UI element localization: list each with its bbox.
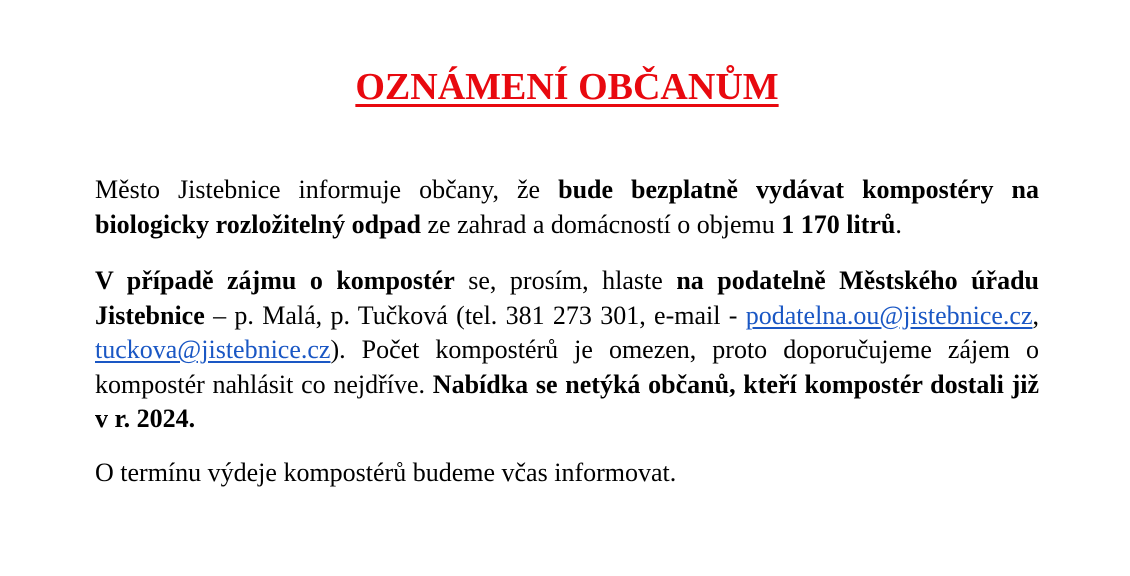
intro-bold-1: bude bezplatně vydávat kompostéry na biologicky rozložitelný odpad	[95, 175, 1039, 239]
email-link-podatelna[interactable]: podatelna.ou@jistebnice.cz	[745, 300, 1033, 330]
contact-text-2: – p. Malá, p. Tučková (tel. 381 273 301, e-mail -	[204, 300, 746, 330]
intro-text-2: ze zahrad a domácností o objemu	[421, 209, 782, 239]
contact-bold-2: na podatelně Městského úřadu Jistebnice	[95, 266, 1040, 330]
contact-bold-3: Nabídka se netýká občanů, kteří kompostér dostali již v r. 2024.	[95, 369, 1039, 433]
page-title: OZNÁMENÍ OBČANŮM	[355, 66, 779, 108]
contact-text-3: ,	[1032, 300, 1039, 330]
intro-text-3: .	[895, 209, 902, 239]
paragraph-contact	[95, 264, 1039, 437]
contact-text-1: se, prosím, hlaste	[454, 266, 677, 295]
intro-text-1: Město Jistebnice informuje občany, že	[95, 175, 559, 204]
paragraph-info: O termínu výdeje kompostérů budeme včas informovat.	[95, 458, 677, 487]
contact-text-4: ). Počet kompostérů je omezen, proto doporučujeme zájem o kompostér nahlásit co nejdříve.	[95, 335, 1039, 399]
email-link-tuckova[interactable]: tuckova@jistebnice.cz	[95, 335, 331, 364]
paragraph-intro	[95, 173, 1039, 242]
contact-bold-1: V případě zájmu o kompostér	[95, 266, 455, 295]
intro-volume: 1 170 litrů	[781, 209, 896, 239]
